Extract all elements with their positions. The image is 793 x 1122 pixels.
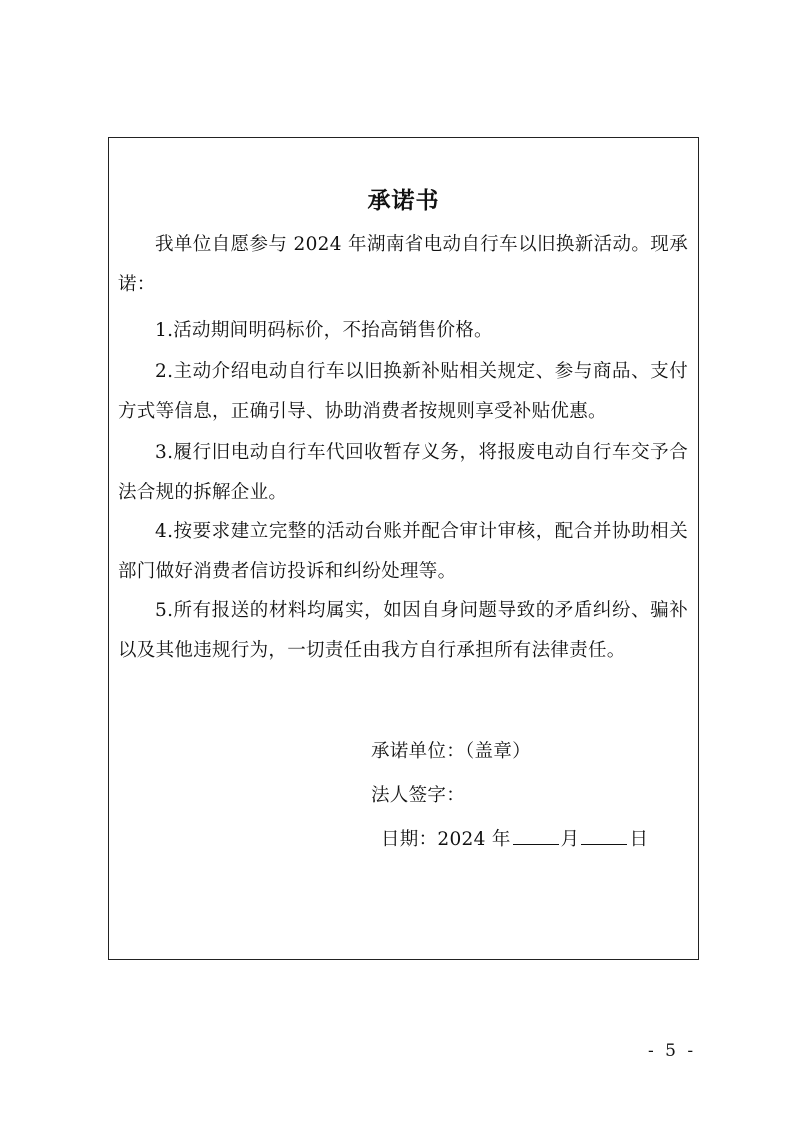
commitment-item-5: 5.所有报送的材料均属实，如因自身问题导致的矛盾纠纷、骗补以及其他违规行为，一切责任由我方自行承担所有法律责任。: [118, 600, 688, 661]
commitment-letter-frame: [108, 137, 699, 960]
date-line: [381, 826, 648, 854]
legal-representative-signature-line: 法人签字：: [371, 785, 466, 806]
commitment-item-1: 1.活动期间明码标价，不抬高销售价格。: [155, 320, 493, 341]
commitment-item-2: 2.主动介绍电动自行车以旧换新补贴相关规定、参与商品、支付方式等信息，正确引导、协助消费者按规则享受补贴优惠。: [118, 361, 688, 422]
document-title: 承诺书: [367, 187, 440, 214]
commitment-item-4: 4.按要求建立完整的活动台账并配合审计审核，配合并协助相关部门做好消费者信访投诉和纠纷处理等。: [118, 521, 688, 582]
day-blank: [581, 826, 627, 845]
day-label: 日: [629, 829, 649, 850]
page-number: - 5 -: [648, 1041, 697, 1061]
intro-paragraph: 我单位自愿参与 2024 年湖南省电动自行车以旧换新活动。现承诺：: [118, 234, 688, 295]
month-blank: [513, 826, 559, 845]
commitment-item-3: 3.履行旧电动自行车代回收暂存义务，将报废电动自行车交予合法合规的拆解企业。: [118, 442, 688, 503]
month-label: 月: [560, 829, 580, 850]
committing-unit-seal-line: 承诺单位：（盖章）: [371, 741, 531, 762]
date-prefix: 日期：2024 年: [381, 829, 511, 850]
